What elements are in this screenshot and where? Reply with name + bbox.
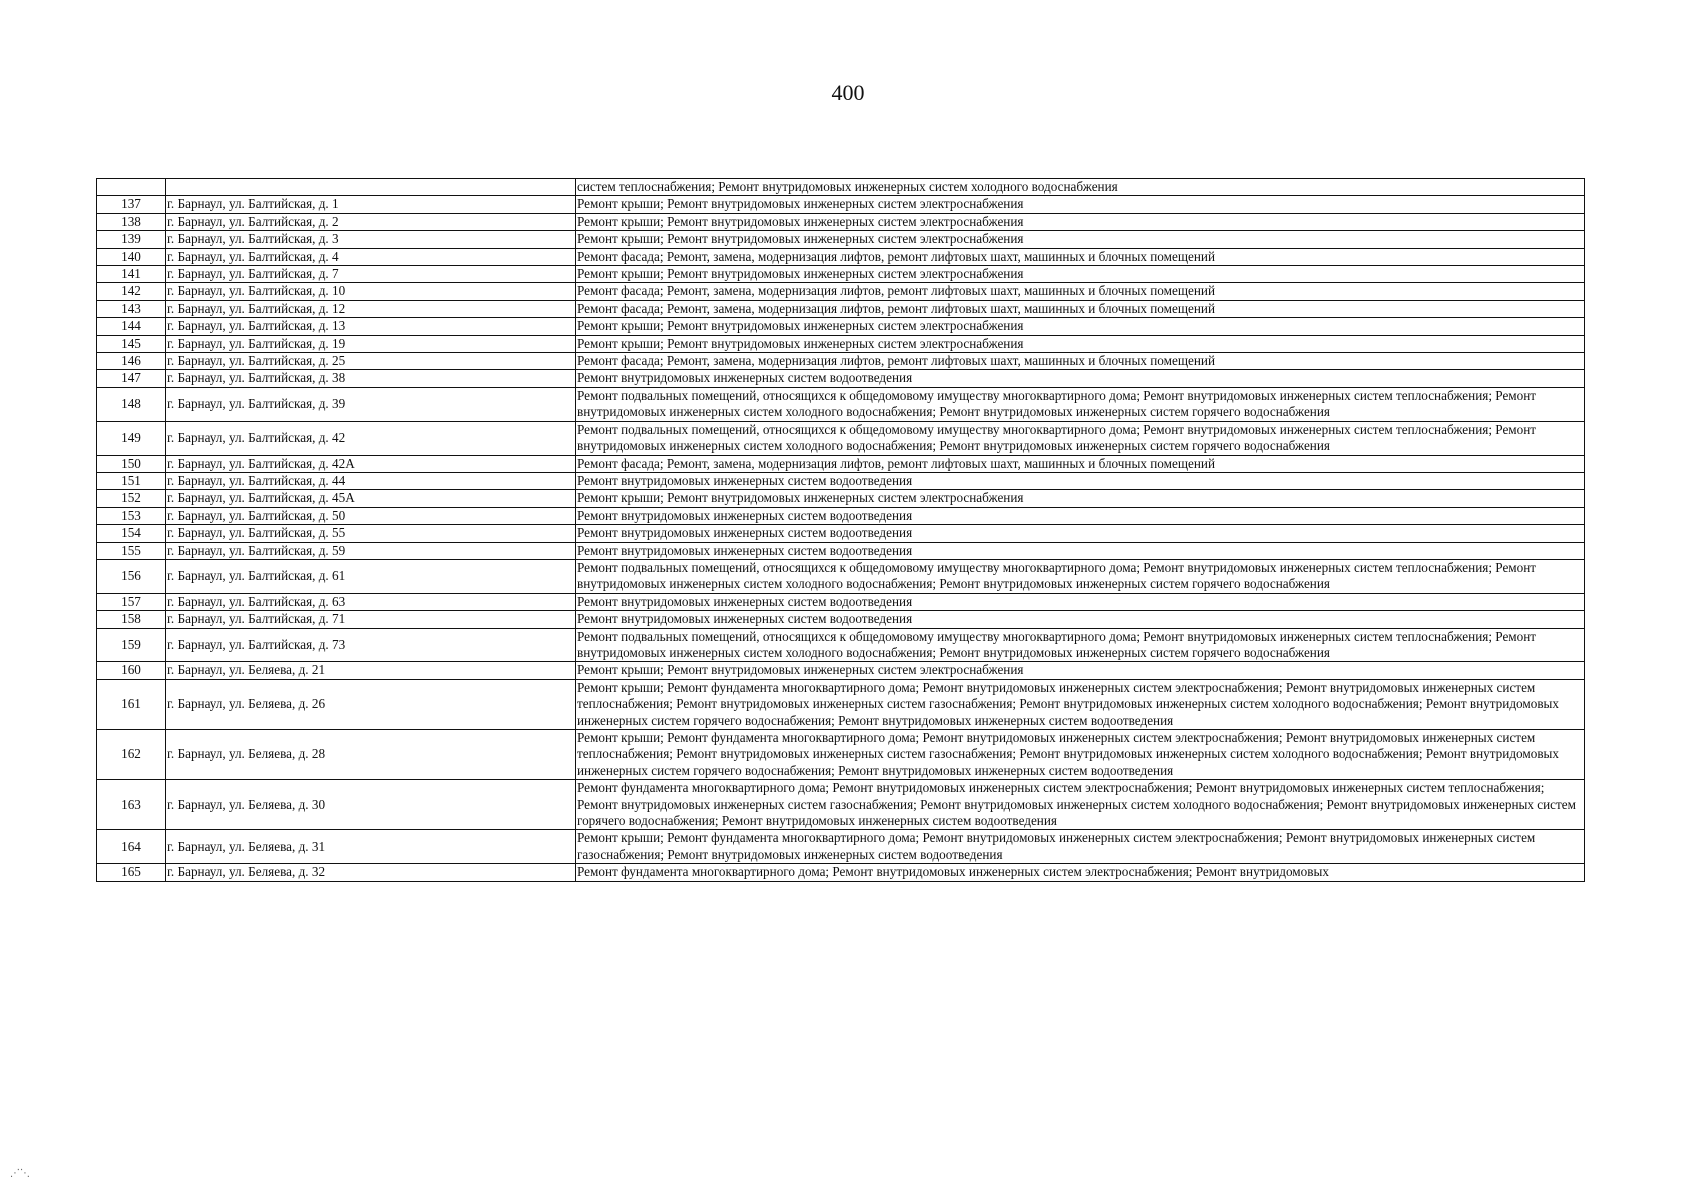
row-number-cell: 149 — [97, 421, 166, 455]
table-row — [97, 335, 1585, 352]
table-row — [97, 780, 1585, 830]
works-cell: Ремонт внутридомовых инженерных систем водоотведения — [576, 611, 1585, 628]
works-cell: Ремонт фундамента многоквартирного дома; Ремонт внутридомовых инженерных систем электроснабжения; Ремонт внутридомовых инженерных систем теплоснабжения; Ремонт внутридомовых инженерных систем газоснабжения; Ремонт внутридомовых инженерных систем холодного водоснабжения; Ремонт внутридомовых инженерных систем горячего водоснабжения; Ремонт внутридомовых инженерных систем водоотведения — [576, 780, 1585, 830]
works-cell: Ремонт крыши; Ремонт внутридомовых инженерных систем электроснабжения — [576, 231, 1585, 248]
works-cell: Ремонт фасада; Ремонт, замена, модернизация лифтов, ремонт лифтовых шахт, машинных и блочных помещений — [576, 283, 1585, 300]
row-number-cell: 145 — [97, 335, 166, 352]
works-cell: Ремонт фасада; Ремонт, замена, модернизация лифтов, ремонт лифтовых шахт, машинных и блочных помещений — [576, 455, 1585, 472]
row-number-cell: 160 — [97, 662, 166, 679]
row-number-cell: 141 — [97, 266, 166, 283]
works-cell: Ремонт фасада; Ремонт, замена, модернизация лифтов, ремонт лифтовых шахт, машинных и блочных помещений — [576, 300, 1585, 317]
table-row — [97, 248, 1585, 265]
table-row — [97, 507, 1585, 524]
works-cell: систем теплоснабжения; Ремонт внутридомовых инженерных систем холодного водоснабжения — [576, 179, 1585, 196]
works-cell: Ремонт подвальных помещений, относящихся к общедомовому имуществу многоквартирного дома; Ремонт внутридомовых инженерных систем теплоснабжения; Ремонт внутридомовых инженерных систем холодного водоснабжения; Ремонт внутридомовых инженерных систем горячего водоснабжения — [576, 421, 1585, 455]
address-cell: г. Барнаул, ул. Беляева, д. 31 — [166, 830, 576, 864]
address-cell: г. Барнаул, ул. Беляева, д. 30 — [166, 780, 576, 830]
table-row — [97, 730, 1585, 780]
works-cell: Ремонт внутридомовых инженерных систем водоотведения — [576, 542, 1585, 559]
table-row — [97, 455, 1585, 472]
address-cell: г. Барнаул, ул. Балтийская, д. 42А — [166, 455, 576, 472]
address-cell: г. Барнаул, ул. Балтийская, д. 42 — [166, 421, 576, 455]
works-cell: Ремонт внутридомовых инженерных систем водоотведения — [576, 472, 1585, 489]
table-row — [97, 318, 1585, 335]
works-cell: Ремонт крыши; Ремонт внутридомовых инженерных систем электроснабжения — [576, 196, 1585, 213]
works-cell: Ремонт фасада; Ремонт, замена, модернизация лифтов, ремонт лифтовых шахт, машинных и блочных помещений — [576, 353, 1585, 370]
address-cell: г. Барнаул, ул. Балтийская, д. 38 — [166, 370, 576, 387]
works-cell: Ремонт крыши; Ремонт внутридомовых инженерных систем электроснабжения — [576, 318, 1585, 335]
address-cell: г. Барнаул, ул. Балтийская, д. 7 — [166, 266, 576, 283]
address-cell: г. Барнаул, ул. Балтийская, д. 50 — [166, 507, 576, 524]
row-number-cell: 142 — [97, 283, 166, 300]
address-cell — [166, 179, 576, 196]
works-cell: Ремонт крыши; Ремонт внутридомовых инженерных систем электроснабжения — [576, 335, 1585, 352]
address-cell: г. Барнаул, ул. Балтийская, д. 3 — [166, 231, 576, 248]
row-number-cell: 147 — [97, 370, 166, 387]
row-number-cell: 156 — [97, 559, 166, 593]
table-row — [97, 864, 1585, 881]
address-cell: г. Барнаул, ул. Балтийская, д. 12 — [166, 300, 576, 317]
works-cell: Ремонт подвальных помещений, относящихся к общедомовому имуществу многоквартирного дома; Ремонт внутридомовых инженерных систем теплоснабжения; Ремонт внутридомовых инженерных систем холодного водоснабжения; Ремонт внутридомовых инженерных систем горячего водоснабжения — [576, 387, 1585, 421]
table-row — [97, 662, 1585, 679]
address-cell: г. Барнаул, ул. Балтийская, д. 44 — [166, 472, 576, 489]
works-cell: Ремонт подвальных помещений, относящихся к общедомовому имуществу многоквартирного дома; Ремонт внутридомовых инженерных систем теплоснабжения; Ремонт внутридомовых инженерных систем холодного водоснабжения; Ремонт внутридомовых инженерных систем горячего водоснабжения — [576, 628, 1585, 662]
works-cell: Ремонт фасада; Ремонт, замена, модернизация лифтов, ремонт лифтовых шахт, машинных и блочных помещений — [576, 248, 1585, 265]
table-row — [97, 300, 1585, 317]
row-number-cell: 138 — [97, 213, 166, 230]
works-cell: Ремонт внутридомовых инженерных систем водоотведения — [576, 507, 1585, 524]
table-row — [97, 353, 1585, 370]
address-cell: г. Барнаул, ул. Балтийская, д. 25 — [166, 353, 576, 370]
works-cell: Ремонт крыши; Ремонт внутридомовых инженерных систем электроснабжения — [576, 662, 1585, 679]
works-cell: Ремонт крыши; Ремонт внутридомовых инженерных систем электроснабжения — [576, 266, 1585, 283]
address-cell: г. Барнаул, ул. Балтийская, д. 59 — [166, 542, 576, 559]
row-number-cell: 146 — [97, 353, 166, 370]
address-cell: г. Барнаул, ул. Балтийская, д. 55 — [166, 525, 576, 542]
registry-table-body — [97, 179, 1585, 882]
works-cell: Ремонт крыши; Ремонт фундамента многоквартирного дома; Ремонт внутридомовых инженерных систем электроснабжения; Ремонт внутридомовых инженерных систем газоснабжения; Ремонт внутридомовых инженерных систем водоотведения — [576, 830, 1585, 864]
row-number-cell: 165 — [97, 864, 166, 881]
table-row — [97, 421, 1585, 455]
address-cell: г. Барнаул, ул. Балтийская, д. 19 — [166, 335, 576, 352]
address-cell: г. Барнаул, ул. Балтийская, д. 63 — [166, 593, 576, 610]
row-number-cell — [97, 179, 166, 196]
address-cell: г. Барнаул, ул. Балтийская, д. 61 — [166, 559, 576, 593]
works-cell: Ремонт крыши; Ремонт внутридомовых инженерных систем электроснабжения — [576, 490, 1585, 507]
row-number-cell: 155 — [97, 542, 166, 559]
works-cell: Ремонт внутридомовых инженерных систем водоотведения — [576, 593, 1585, 610]
row-number-cell: 162 — [97, 730, 166, 780]
address-cell: г. Барнаул, ул. Балтийская, д. 39 — [166, 387, 576, 421]
address-cell: г. Барнаул, ул. Беляева, д. 21 — [166, 662, 576, 679]
works-cell: Ремонт крыши; Ремонт фундамента многоквартирного дома; Ремонт внутридомовых инженерных систем электроснабжения; Ремонт внутридомовых инженерных систем теплоснабжения; Ремонт внутридомовых инженерных систем газоснабжения; Ремонт внутридомовых инженерных систем холодного водоснабжения; Ремонт внутридомовых инженерных систем горячего водоснабжения; Ремонт внутридомовых инженерных систем водоотведения — [576, 730, 1585, 780]
table-row — [97, 196, 1585, 213]
works-cell: Ремонт крыши; Ремонт внутридомовых инженерных систем электроснабжения — [576, 213, 1585, 230]
row-number-cell: 158 — [97, 611, 166, 628]
table-row — [97, 593, 1585, 610]
address-cell: г. Барнаул, ул. Беляева, д. 28 — [166, 730, 576, 780]
table-row — [97, 559, 1585, 593]
row-number-cell: 144 — [97, 318, 166, 335]
table-row — [97, 542, 1585, 559]
works-cell: Ремонт подвальных помещений, относящихся к общедомовому имуществу многоквартирного дома; Ремонт внутридомовых инженерных систем теплоснабжения; Ремонт внутридомовых инженерных систем холодного водоснабжения; Ремонт внутридомовых инженерных систем горячего водоснабжения — [576, 559, 1585, 593]
address-cell: г. Барнаул, ул. Балтийская, д. 73 — [166, 628, 576, 662]
table-row — [97, 387, 1585, 421]
table-row — [97, 283, 1585, 300]
row-number-cell: 150 — [97, 455, 166, 472]
address-cell: г. Барнаул, ул. Балтийская, д. 10 — [166, 283, 576, 300]
scan-specks: ⋰⋱ — [10, 1168, 30, 1179]
page-number: 400 — [831, 80, 865, 105]
table-row — [97, 370, 1585, 387]
table-row — [97, 231, 1585, 248]
table-row — [97, 213, 1585, 230]
row-number-cell: 152 — [97, 490, 166, 507]
table-row — [97, 490, 1585, 507]
table-row — [97, 525, 1585, 542]
row-number-cell: 161 — [97, 679, 166, 729]
table-row — [97, 611, 1585, 628]
works-cell: Ремонт внутридомовых инженерных систем водоотведения — [576, 525, 1585, 542]
row-number-cell: 163 — [97, 780, 166, 830]
row-number-cell: 137 — [97, 196, 166, 213]
row-number-cell: 139 — [97, 231, 166, 248]
table-row — [97, 679, 1585, 729]
address-cell: г. Барнаул, ул. Балтийская, д. 45А — [166, 490, 576, 507]
table-row — [97, 179, 1585, 196]
row-number-cell: 151 — [97, 472, 166, 489]
row-number-cell: 140 — [97, 248, 166, 265]
address-cell: г. Барнаул, ул. Балтийская, д. 4 — [166, 248, 576, 265]
address-cell: г. Барнаул, ул. Балтийская, д. 71 — [166, 611, 576, 628]
row-number-cell: 153 — [97, 507, 166, 524]
works-cell: Ремонт крыши; Ремонт фундамента многоквартирного дома; Ремонт внутридомовых инженерных систем электроснабжения; Ремонт внутридомовых инженерных систем теплоснабжения; Ремонт внутридомовых инженерных систем газоснабжения; Ремонт внутридомовых инженерных систем холодного водоснабжения; Ремонт внутридомовых инженерных систем горячего водоснабжения; Ремонт внутридомовых инженерных систем водоотведения — [576, 679, 1585, 729]
works-cell: Ремонт внутридомовых инженерных систем водоотведения — [576, 370, 1585, 387]
address-cell: г. Барнаул, ул. Балтийская, д. 13 — [166, 318, 576, 335]
row-number-cell: 154 — [97, 525, 166, 542]
repair-registry-table — [96, 178, 1585, 882]
works-cell: Ремонт фундамента многоквартирного дома; Ремонт внутридомовых инженерных систем электроснабжения; Ремонт внутридомовых — [576, 864, 1585, 881]
row-number-cell: 157 — [97, 593, 166, 610]
table-row — [97, 830, 1585, 864]
table-row — [97, 628, 1585, 662]
row-number-cell: 164 — [97, 830, 166, 864]
address-cell: г. Барнаул, ул. Балтийская, д. 2 — [166, 213, 576, 230]
address-cell: г. Барнаул, ул. Беляева, д. 26 — [166, 679, 576, 729]
table-row — [97, 266, 1585, 283]
row-number-cell: 143 — [97, 300, 166, 317]
row-number-cell: 148 — [97, 387, 166, 421]
table-row — [97, 472, 1585, 489]
address-cell: г. Барнаул, ул. Балтийская, д. 1 — [166, 196, 576, 213]
row-number-cell: 159 — [97, 628, 166, 662]
address-cell: г. Барнаул, ул. Беляева, д. 32 — [166, 864, 576, 881]
